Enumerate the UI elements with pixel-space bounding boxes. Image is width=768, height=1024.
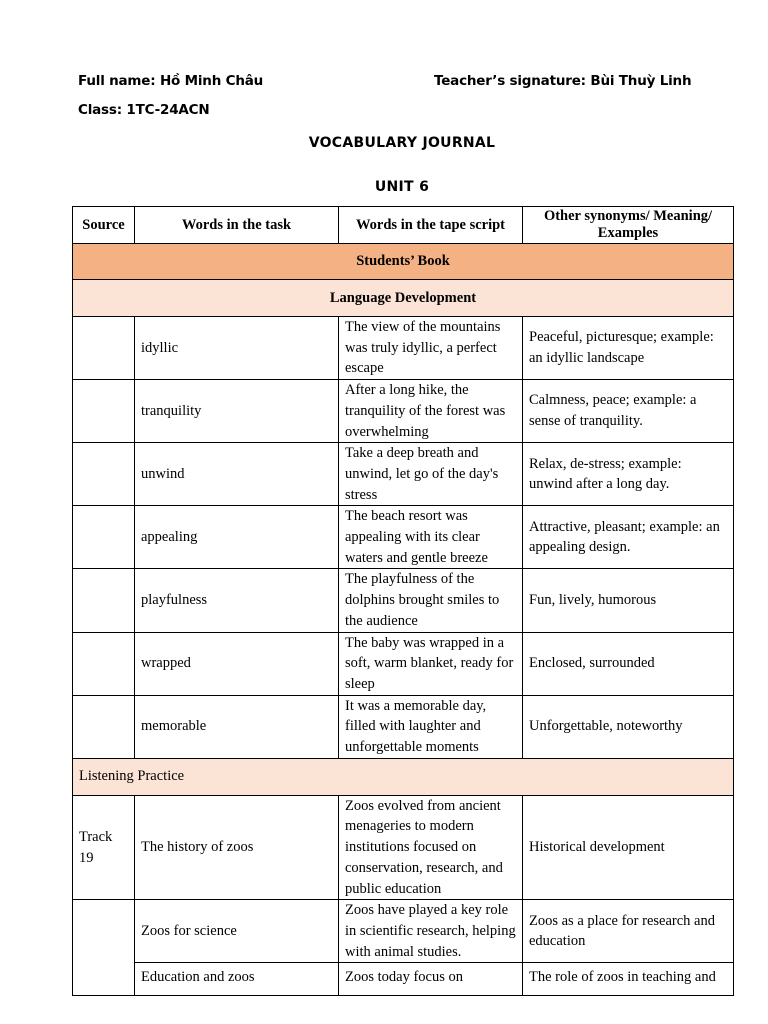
cell-source (73, 900, 135, 996)
vocabulary-table (72, 206, 734, 996)
cell-tape: Zoos have played a key role in scientific research, helping with animal studies. (339, 900, 523, 963)
cell-source (73, 632, 135, 695)
cell-word: tranquility (135, 380, 339, 443)
cell-word: appealing (135, 506, 339, 569)
cell-tape: Zoos today focus on (339, 963, 523, 996)
cell-other: Fun, lively, humorous (523, 569, 734, 632)
cell-word: memorable (135, 695, 339, 758)
cell-word: Education and zoos (135, 963, 339, 996)
document-title: VOCABULARY JOURNAL (308, 135, 496, 151)
cell-source (73, 380, 135, 443)
table-row (73, 632, 734, 695)
cell-word: Zoos for science (135, 900, 339, 963)
cell-source (73, 443, 135, 506)
cell-word: The history of zoos (135, 795, 339, 900)
table-row (73, 795, 734, 900)
table-row (73, 695, 734, 758)
column-header-words-task: Words in the task (135, 207, 339, 244)
cell-other: Peaceful, picturesque; example: an idyllic landscape (523, 317, 734, 380)
table-row (73, 963, 734, 996)
cell-tape: The playfulness of the dolphins brought smiles to the audience (339, 569, 523, 632)
cell-tape: Zoos evolved from ancient menageries to modern institutions focused on conservation, research, and public education (339, 795, 523, 900)
section-row-language-development (73, 280, 734, 317)
cell-source: Track 19 (73, 795, 135, 900)
section-row-listening-practice (73, 758, 734, 795)
cell-word: unwind (135, 443, 339, 506)
cell-tape: The beach resort was appealing with its clear waters and gentle breeze (339, 506, 523, 569)
cell-word: idyllic (135, 317, 339, 380)
class-label: Class: 1TC-24ACN (78, 102, 210, 118)
section-students-book: Students’ Book (73, 244, 734, 280)
cell-other: Zoos as a place for research and education (523, 900, 734, 963)
cell-tape: The view of the mountains was truly idyllic, a perfect escape (339, 317, 523, 380)
cell-source (73, 317, 135, 380)
cell-other: Unforgettable, noteworthy (523, 695, 734, 758)
cell-word: wrapped (135, 632, 339, 695)
table-header-row (73, 207, 734, 244)
table-row (73, 900, 734, 963)
table-row (73, 317, 734, 380)
cell-other: Calmness, peace; example: a sense of tranquility. (523, 380, 734, 443)
cell-other: Relax, de-stress; example: unwind after a long day. (523, 443, 734, 506)
cell-tape: Take a deep breath and unwind, let go of the day's stress (339, 443, 523, 506)
table-row (73, 380, 734, 443)
cell-word: playfulness (135, 569, 339, 632)
full-name: Full name: Hồ Minh Châu (78, 73, 264, 89)
table-row (73, 506, 734, 569)
column-header-other: Other synonyms/ Meaning/ Examples (523, 207, 734, 244)
column-header-source: Source (73, 207, 135, 244)
cell-source (73, 506, 135, 569)
cell-tape: It was a memorable day, filled with laughter and unforgettable moments (339, 695, 523, 758)
cell-other: Attractive, pleasant; example: an appealing design. (523, 506, 734, 569)
cell-tape: The baby was wrapped in a soft, warm blanket, ready for sleep (339, 632, 523, 695)
column-header-tape-script: Words in the tape script (339, 207, 523, 244)
cell-tape: After a long hike, the tranquility of the forest was overwhelming (339, 380, 523, 443)
table-row (73, 569, 734, 632)
cell-other: Historical development (523, 795, 734, 900)
cell-other: Enclosed, surrounded (523, 632, 734, 695)
cell-source (73, 569, 135, 632)
cell-other: The role of zoos in teaching and (523, 963, 734, 996)
teacher-signature: Teacher’s signature: Bùi Thuỳ Linh (434, 73, 692, 89)
section-listening-practice: Listening Practice (73, 758, 734, 795)
section-language-development: Language Development (73, 280, 734, 317)
cell-source (73, 695, 135, 758)
section-row-students-book (73, 244, 734, 280)
unit-title: UNIT 6 (374, 179, 430, 195)
table-row (73, 443, 734, 506)
